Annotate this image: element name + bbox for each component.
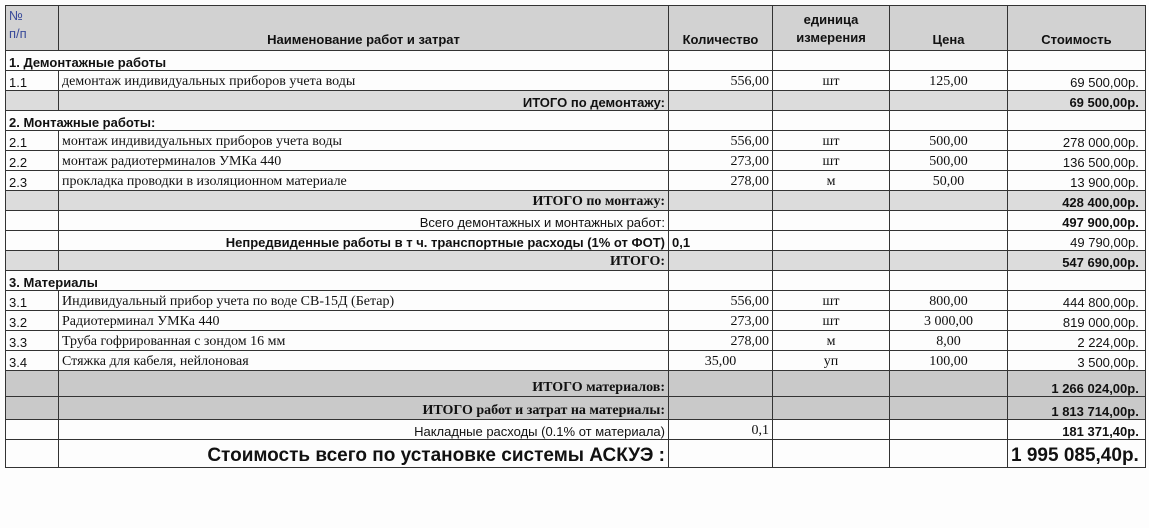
row-quantity: 556,00 (669, 71, 773, 91)
summary-row (6, 231, 1146, 251)
header-number-line1: № (9, 8, 23, 23)
row-price: 500,00 (890, 151, 1008, 171)
estimate-sheet (5, 5, 1146, 468)
grand-total-row (6, 440, 1146, 468)
overhead-quantity: 0,1 (669, 420, 773, 440)
row-name: Индивидуальный прибор учета по воде СВ-15Д (Бетар) (59, 291, 669, 311)
section-row (6, 111, 1146, 131)
row-cost: 444 800,00р. (1008, 291, 1146, 311)
overhead-label: Накладные расходы (0.1% от материала) (59, 420, 669, 440)
row-number: 1.1 (6, 71, 59, 91)
header-unit-line2: измерения (796, 30, 866, 45)
row-number: 3.2 (6, 311, 59, 331)
row-number: 2.2 (6, 151, 59, 171)
row-unit: шт (773, 71, 890, 91)
subtotal-cost: 428 400,00р. (1008, 191, 1146, 211)
row-cost: 69 500,00р. (1008, 71, 1146, 91)
header-cost: Стоимость (1008, 6, 1146, 51)
subtotal-cost: 69 500,00р. (1008, 91, 1146, 111)
estimate-table (5, 5, 1146, 468)
header-number-line2: п/п (9, 26, 27, 41)
header-unit (773, 6, 890, 51)
table-row (6, 131, 1146, 151)
table-row (6, 71, 1146, 91)
row-number: 3.1 (6, 291, 59, 311)
row-unit: м (773, 171, 890, 191)
section-row (6, 51, 1146, 71)
subtotal-row (6, 251, 1146, 271)
row-unit: уп (773, 351, 890, 371)
unforeseen-cost: 49 790,00р. (1008, 231, 1146, 251)
row-name: Стяжка для кабеля, нейлоновая (59, 351, 669, 371)
row-name: монтаж индивидуальных приборов учета воды (59, 131, 669, 151)
header-name: Наименование работ и затрат (59, 6, 669, 51)
table-row (6, 311, 1146, 331)
row-unit: шт (773, 151, 890, 171)
header-row (6, 6, 1146, 51)
row-cost: 136 500,00р. (1008, 151, 1146, 171)
works-materials-total-label: ИТОГО работ и затрат на материалы: (59, 397, 669, 420)
subtotal-row (6, 191, 1146, 211)
works-materials-total-row (6, 397, 1146, 420)
section-title: 3. Материалы (6, 271, 669, 291)
row-unit: шт (773, 291, 890, 311)
row-unit: м (773, 331, 890, 351)
row-name: прокладка проводки в изоляционном материале (59, 171, 669, 191)
row-price: 3 000,00 (890, 311, 1008, 331)
header-quantity: Количество (669, 6, 773, 51)
row-quantity: 556,00 (669, 131, 773, 151)
summary-label (59, 211, 669, 231)
row-unit: шт (773, 311, 890, 331)
subtotal-label: ИТОГО по монтажу: (59, 191, 669, 211)
summary-cost: 497 900,00р. (1008, 211, 1146, 231)
materials-total-row (6, 371, 1146, 397)
header-number (6, 6, 59, 51)
works-materials-total-cost: 1 813 714,00р. (1008, 397, 1146, 420)
table-row (6, 351, 1146, 371)
row-number: 3.4 (6, 351, 59, 371)
row-number: 3.3 (6, 331, 59, 351)
unforeseen-label: Непредвиденные работы в т ч. транспортные расходы (1% от ФОТ) (59, 231, 669, 251)
grand-total-cost: 1 995 085,40р. (1008, 440, 1146, 468)
row-cost: 819 000,00р. (1008, 311, 1146, 331)
summary-label-text: Всего демонтажных и монтажных работ: (419, 215, 665, 230)
grand-total-label: Стоимость всего по установке системы АСКУЭ : (59, 440, 669, 468)
row-price: 100,00 (890, 351, 1008, 371)
table-row (6, 171, 1146, 191)
row-name: демонтаж индивидуальных приборов учета воды (59, 71, 669, 91)
row-cost: 13 900,00р. (1008, 171, 1146, 191)
row-unit: шт (773, 131, 890, 151)
subtotal-row (6, 91, 1146, 111)
row-quantity: 273,00 (669, 151, 773, 171)
overhead-cost: 181 371,40р. (1008, 420, 1146, 440)
row-quantity: 278,00 (669, 171, 773, 191)
summary-row (6, 211, 1146, 231)
row-quantity: 35,00 (669, 351, 773, 371)
row-price: 8,00 (890, 331, 1008, 351)
row-price: 50,00 (890, 171, 1008, 191)
materials-total-cost: 1 266 024,00р. (1008, 371, 1146, 397)
overhead-row (6, 420, 1146, 440)
row-name: Труба гофрированная с зондом 16 мм (59, 331, 669, 351)
row-number: 2.1 (6, 131, 59, 151)
table-row (6, 151, 1146, 171)
row-cost: 2 224,00р. (1008, 331, 1146, 351)
row-price: 800,00 (890, 291, 1008, 311)
table-row (6, 291, 1146, 311)
row-cost: 278 000,00р. (1008, 131, 1146, 151)
section-row (6, 271, 1146, 291)
row-name: Радиотерминал УМКа 440 (59, 311, 669, 331)
subtotal-label: ИТОГО по демонтажу: (59, 91, 669, 111)
row-cost: 3 500,00р. (1008, 351, 1146, 371)
itogo-label: ИТОГО: (59, 251, 669, 271)
row-quantity: 273,00 (669, 311, 773, 331)
header-unit-line1: единица (803, 12, 859, 27)
unforeseen-quantity: 0,1 (669, 231, 773, 251)
itogo-cost: 547 690,00р. (1008, 251, 1146, 271)
row-number: 2.3 (6, 171, 59, 191)
row-name: монтаж радиотерминалов УМКа 440 (59, 151, 669, 171)
table-row (6, 331, 1146, 351)
row-price: 500,00 (890, 131, 1008, 151)
row-price: 125,00 (890, 71, 1008, 91)
row-quantity: 556,00 (669, 291, 773, 311)
section-title: 1. Демонтажные работы (6, 51, 669, 71)
materials-total-label: ИТОГО материалов: (59, 371, 669, 397)
section-title: 2. Монтажные работы: (6, 111, 669, 131)
header-price: Цена (890, 6, 1008, 51)
row-quantity: 278,00 (669, 331, 773, 351)
